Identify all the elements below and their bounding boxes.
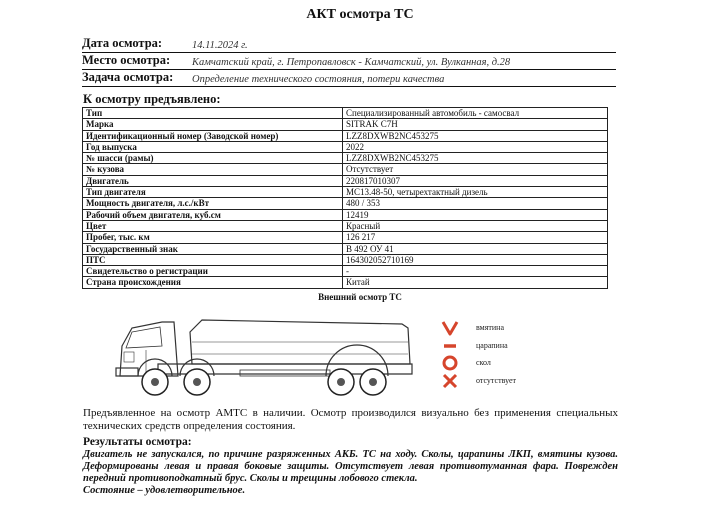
dent-v-icon	[440, 320, 460, 336]
legend-label-chip: скол	[476, 358, 491, 367]
table-row	[83, 187, 608, 198]
table-row	[83, 243, 608, 254]
table-row	[83, 175, 608, 186]
spec-value: LZZ8DXWB2NC453275	[343, 130, 608, 141]
chip-o-icon	[440, 355, 460, 371]
spec-key: Государственный знак	[83, 243, 343, 254]
spec-key: Год выпуска	[83, 141, 343, 152]
scratch-dash-icon	[440, 338, 460, 354]
inspection-task-label: Задача осмотра:	[82, 70, 174, 84]
table-row	[83, 220, 608, 231]
spec-key: Двигатель	[83, 175, 343, 186]
dump-truck-diagram	[110, 302, 430, 402]
inspection-place-row	[82, 53, 616, 70]
table-row	[83, 277, 608, 288]
presented-heading: К осмотру предъявлено:	[83, 92, 221, 106]
table-row	[83, 108, 608, 119]
exterior-title: Внешний осмотр ТС	[318, 292, 402, 302]
spec-value: -	[343, 266, 608, 277]
vehicle-spec-table	[82, 107, 608, 289]
spec-value: 164302052710169	[343, 254, 608, 265]
spec-value: 12419	[343, 209, 608, 220]
table-row	[83, 198, 608, 209]
spec-value: Китай	[343, 277, 608, 288]
results-text: Двигатель не запускался, по причине разряженных АКБ. ТС на ходу. Сколы, царапины ЛКП, вмятины кузова. Деформированы левая и правая боковые защиты. Отсутствует левая противотуманная фара. Поврежден передний противоподкатный брус. Сколы и трещины лобового стекла.	[83, 449, 618, 484]
inspection-date-value: 14.11.2024 г.	[192, 40, 248, 51]
spec-key: № шасси (рамы)	[83, 153, 343, 164]
side-guard	[240, 370, 330, 376]
spec-key: Рабочий объем двигателя, куб.см	[83, 209, 343, 220]
table-row	[83, 153, 608, 164]
table-row	[83, 266, 608, 277]
legend-label-dent: вмятина	[476, 323, 504, 332]
inspection-place-value: Камчатский край, г. Петропавловск - Камчатский, ул. Вулканная, д.28	[192, 57, 511, 68]
results-text-block	[83, 449, 618, 497]
legend-label-missing: отсутствует	[476, 376, 517, 385]
spec-key: Цвет	[83, 220, 343, 231]
table-row	[83, 254, 608, 265]
table-row	[83, 130, 608, 141]
table-row	[83, 209, 608, 220]
legend-item-scratch	[440, 338, 508, 354]
table-row	[83, 119, 608, 130]
spec-value: Отсутствует	[343, 164, 608, 175]
spec-value: 220817010307	[343, 175, 608, 186]
spec-value: SITRAK C7H	[343, 119, 608, 130]
spec-key: Пробег, тыс. км	[83, 232, 343, 243]
inspection-date-label: Дата осмотра:	[82, 36, 163, 50]
inspection-note: Предъявленное на осмотр АМТС в наличии. Осмотр производился визуально без применения специальных технических средств определения состояния.	[83, 407, 618, 432]
spec-key: Марка	[83, 119, 343, 130]
inspection-date-row	[82, 36, 616, 53]
spec-value: 126 217	[343, 232, 608, 243]
inspection-task-row	[82, 70, 616, 87]
inspection-place-label: Место осмотра:	[82, 53, 171, 67]
spec-key: Мощность двигателя, л.с./кВт	[83, 198, 343, 209]
spec-value: Красный	[343, 220, 608, 231]
spec-value: В 492 ОУ 41	[343, 243, 608, 254]
spec-key: Страна происхождения	[83, 277, 343, 288]
missing-x-icon	[440, 373, 460, 389]
spec-value: LZZ8DXWB2NC453275	[343, 153, 608, 164]
legend-item-missing	[440, 373, 517, 389]
spec-key: Тип двигателя	[83, 187, 343, 198]
table-row	[83, 232, 608, 243]
results-heading: Результаты осмотра:	[83, 436, 192, 448]
legend-item-chip	[440, 355, 491, 371]
table-row	[83, 164, 608, 175]
document-title: АКТ осмотра ТС	[306, 7, 414, 22]
spec-key: Идентификационный номер (Заводской номер)	[83, 130, 343, 141]
spec-value: Специализированный автомобиль - самосвал	[343, 108, 608, 119]
table-row	[83, 141, 608, 152]
grille	[124, 352, 134, 362]
spec-key: Свидетельство о регистрации	[83, 266, 343, 277]
spec-key: Тип	[83, 108, 343, 119]
spec-key: № кузова	[83, 164, 343, 175]
legend-label-scratch: царапина	[476, 341, 508, 350]
inspection-task-value: Определение технического состояния, потери качества	[192, 74, 445, 85]
spec-value: MC13.48-50, четырехтактный дизель	[343, 187, 608, 198]
results-state: Состояние – удовлетворительное.	[83, 485, 246, 496]
spec-key: ПТС	[83, 254, 343, 265]
legend-item-dent	[440, 320, 504, 336]
spec-value: 2022	[343, 141, 608, 152]
front-bumper	[116, 368, 138, 376]
spec-value: 480 / 353	[343, 198, 608, 209]
